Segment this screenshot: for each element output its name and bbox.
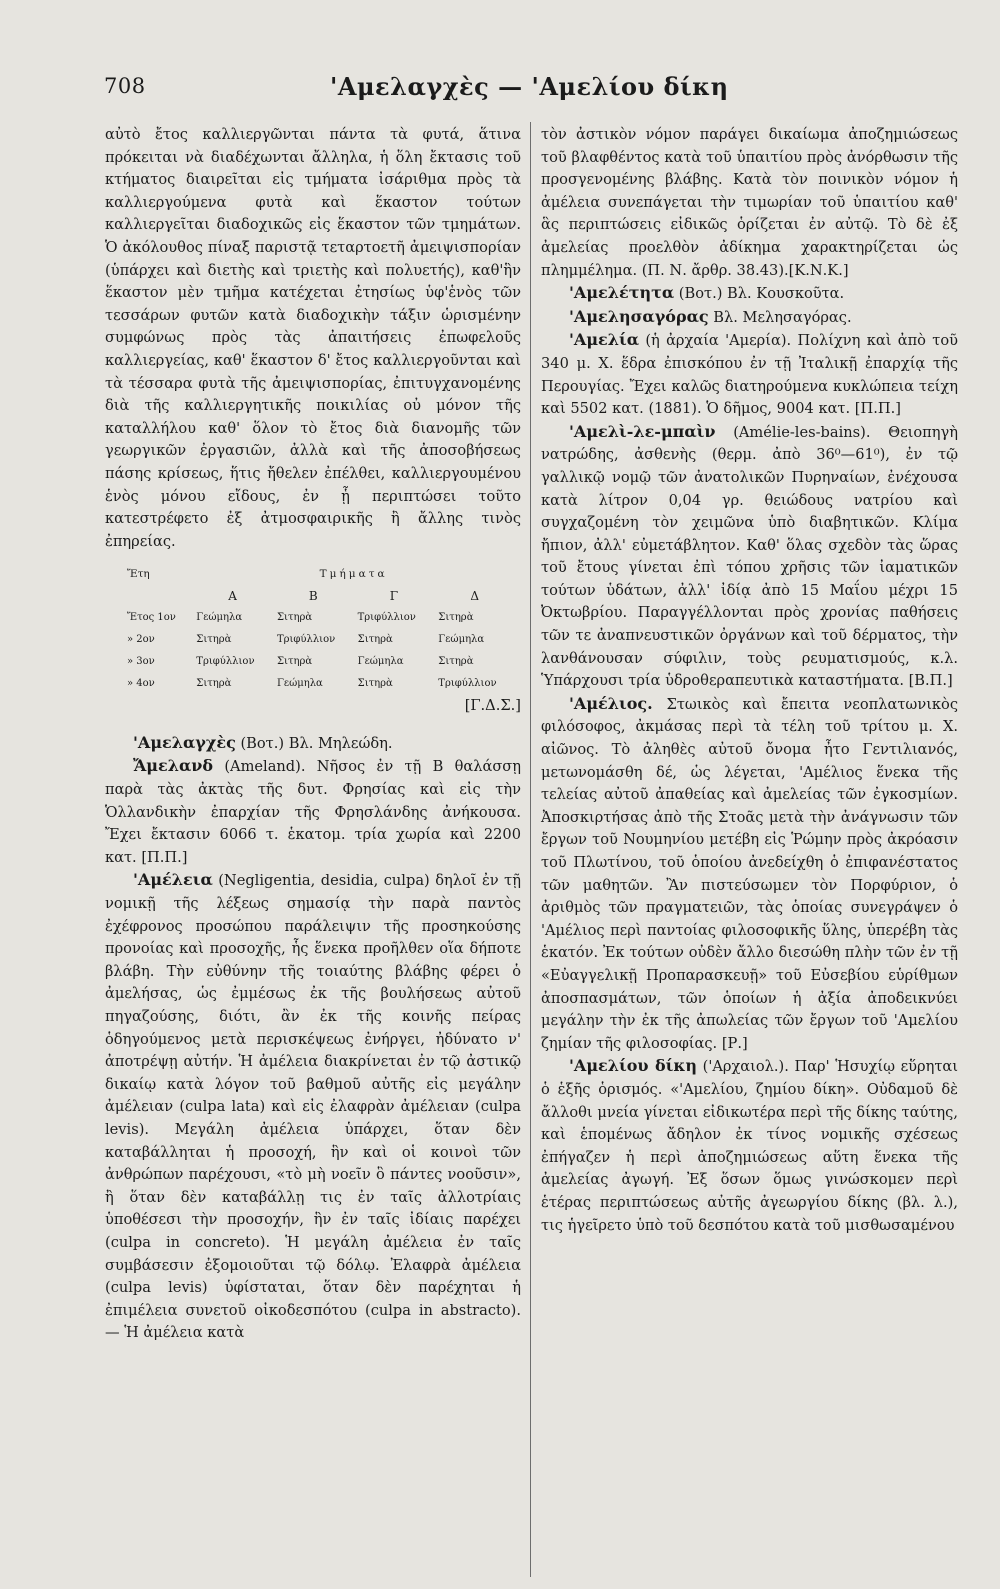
table-row	[123, 607, 515, 629]
table-year: » 4ον	[127, 678, 155, 690]
table-letter: Γ	[389, 589, 399, 604]
entry-text: (Amélie-les-bains). Θειοπηγὴ νατρώδης, ἀσθενὴς (θερμ. ἀπὸ 36⁰—61⁰), ἐν τῷ γαλλικῷ νομῷ τῶν ἀνατολικῶν Πυρηναίων, ἐνέχουσα κατὰ λίτρον 0,04 γρ. θειώδους νατρίου καὶ συγχαζομένη τὸν χειμῶνα ὑπὸ διαβητικῶν. Κλίμα ἤπιον, ἀλλ' εὐμετάβλητον. Καθ' ὅλας σχεδὸν τὰς ὥρας τοῦ ἔτους γίνεται ἐπὶ τόπου χρῆσις τῶν ἰαματικῶν τούτων ὑδάτων, ἀλλ' ἰδίᾳ ἀπὸ 15 Μαΐου μέχρι 15 Ὀκτωβρίου. Παραγγέλλονται πρὸς χρονίας παθήσεις τῶν τε ἀναπνευστικῶν ὀργάνων καὶ τοῦ δέρματος, τὴν λανθάνουσαν σύφιλιν, τοὺς ρευματισμούς, κ.λ. Ὑπάρχουσι τρία ὑδροθεραπευτικὰ καταστήματα. [Β.Π.]	[541, 423, 958, 690]
continuation-paragraph: τὸν ἀστικὸν νόμον παράγει δικαίωμα ἀποζημιώσεως τοῦ βλαφθέντος κατὰ τοῦ ὑπαιτίου πρὸς ἀνόρθωσιν τῆς προσγενομένης βλάβης. Κατὰ τὸν ποινικὸν νόμον ἡ ἀμέλεια συνεπάγεται τὴν τιμωρίαν τοῦ ὑπαιτίου καθ' ἃς περιπτώσεις εἰδικῶς ὁρίζεται ἐν αὐτῷ. Τὸ δὲ ἐξ ἀμελείας προελθὸν ἀδίκημα χαρακτηρίζεται ὡς πλημμέλημα. (Π. Ν. ἄρθρ. 38.43).[Κ.Ν.Κ.]	[541, 126, 958, 279]
entry-text: (ἡ ἀρχαία 'Αμερία). Πολίχνη καὶ ἀπὸ τοῦ 340 μ. Χ. ἕδρα ἐπισκόπου ἐν τῇ Ἰταλικῇ ἐπαρχίᾳ τῆς Περουγίας. Ἔχει καλῶς διατηρούμενα κυκλώπεια τείχη καὶ 5502 κατ. (1881). Ὁ δῆμος, 9004 κατ. [Π.Π.]	[541, 332, 958, 418]
table-cell: Σιτηρὰ	[196, 634, 232, 646]
entry-text: Βλ. Μελησαγόρας.	[708, 308, 852, 326]
table-cell: Σιτηρὰ	[196, 678, 232, 690]
entry-amelanchier	[105, 732, 521, 756]
entry-headword: 'Αμέλεια	[133, 870, 213, 890]
table-letter: Δ	[470, 589, 479, 604]
running-title: 'Αμελαγχὲς — 'Αμελίου δίκη	[330, 72, 729, 101]
rotation-paragraph: αὐτὸ ἔτος καλλιεργῶνται πάντα τὰ φυτά, ἅτινα πρόκειται νὰ διαδέχωνται ἄλληλα, ἡ ὅλη ἔκτασις τοῦ κτήματος διαιρεῖται εἰς τμήματα ἰσάριθμα πρὸς τὰ καλλιεργούμενα φυτὰ καὶ ἕκαστον τούτων καλλιεργεῖται διαδοχικῶς εἰς ἕκαστον τῶν τμημάτων. Ὁ ἀκόλουθος πίναξ παριστᾷ τεταρτοετῆ ἀμειψισπορίαν (ὑπάρχει καὶ διετὴς καὶ τριετὴς καὶ πολυετής), καθ'ἣν ἕκαστον μὲν τμῆμα κατέχεται ἐτησίως ὑφ'ἑνὸς τῶν τεσσάρων φυτῶν κατὰ διαδοχικὴν τάξιν ὡρισμένην συμφώνως πρὸς τὰς ἀπαιτήσεις ἐπωφελοῦς καλλιεργείας, καθ' ἕκαστον δ' ἔτος καλλιεργοῦνται καὶ τὰ τέσσαρα φυτὰ τῆς ἀμειψισπορίας, ἐπιτυγχανομένης διὰ τῆς καλλιεργητικῆς ποικιλίας οὐ μόνον τῆς καταλλήλου καθ' ὅλον τὸ ἔτος διὰ διανομῆς τῶν γεωργικῶν ἐργασιῶν, ἀλλὰ καὶ τῆς ἀποσοβήσεως πάσης κρίσεως, ἥτις ἤθελεν ἐπέλθει, καλλιεργουμένου ἑνὸς μόνου εἴδους, ἐν ᾗ περιπτώσει τοῦτο κατεστρέφετο ἐξ ἀτμοσφαιρικῆς ἢ ἄλλης τινὸς ἐπηρείας.	[105, 126, 521, 550]
table-cell: Τριφύλλιον	[276, 634, 336, 646]
table-cell: Γεώμηλα	[196, 612, 243, 624]
entry-amelesagoras	[541, 306, 958, 330]
entry-ameland	[105, 755, 521, 869]
entry-ameleia	[105, 869, 521, 1344]
entry-amelia	[541, 329, 958, 420]
entry-headword: 'Αμελέτητα	[569, 283, 675, 303]
table-group-head: Τμήματα	[319, 568, 388, 581]
table-cell: Τριφύλλιον	[357, 612, 416, 624]
table-cell: Σιτηρὰ	[357, 678, 393, 690]
right-column	[541, 124, 958, 1237]
crop-rotation-table	[123, 563, 515, 695]
entry-ameletita	[541, 282, 958, 306]
table-row	[123, 673, 515, 695]
entry-text: (Βοτ.) Βλ. Μηλεώδη.	[235, 734, 393, 752]
table-cell: Σιτηρὰ	[438, 656, 474, 668]
table-cell: Σιτηρὰ	[276, 612, 313, 624]
entry-headword: Ἄμελανδ	[133, 756, 214, 776]
table-cell: Σιτηρὰ	[357, 634, 393, 646]
table-letter: Β	[308, 589, 318, 604]
entry-headword: 'Αμελαγχὲς	[133, 732, 236, 752]
entry-headword: 'Αμελησαγόρας	[569, 306, 709, 326]
table-cell: Γεώμηλα	[357, 656, 404, 668]
table-year: » 2ον	[127, 634, 155, 646]
entry-headword: 'Αμέλιος.	[569, 693, 653, 713]
table-letter: Α	[228, 589, 237, 604]
column-divider	[530, 122, 531, 1577]
entry-text: (Negligentia, desidia, culpa) δηλοῖ ἐν τῇ νομικῇ τῆς λέξεως σημασίᾳ τὴν παρὰ παντὸς ἐχέφρονος προσώπου παράλειψιν τῆς προσηκούσης προνοίας καὶ προσοχῆς, ἧς ἕνεκα προῆλθεν οἵα δήποτε βλάβη. Τὴν εὐθύνην τῆς τοιαύτης βλάβης φέρει ὁ ἀμελήσας, ὡς ἐμμέσως ἐκ τῆς βουλήσεως αὐτοῦ πηγαζούσης, διότι, ἂν ἐκ τῆς κοινῆς πείρας ὁδηγούμενος μετὰ περισκέψεως ἐνήργει, ἠδύνατο ν' ἀποτρέψῃ αὐτήν. Ἡ ἀμέλεια διακρίνεται ἐν τῷ ἀστικῷ δικαίῳ κατὰ λόγον τοῦ βαθμοῦ αὐτῆς εἰς μεγάλην ἀμέλειαν (culpa lata) καὶ εἰς ἐλαφρὰν ἀμέλειαν (culpa levis). Μεγάλη ἀμέλεια ὑπάρχει, ὅταν δὲν καταβάλληται ἡ προσοχή, ἣν καὶ οἱ κοινοὶ τῶν ἀνθρώπων παρέχουσι, «τὸ μὴ νοεῖν ὃ πάντες νοοῦσιν», ἢ ὅταν δὲν καταβάλλῃ τις ἐν ταῖς ἀλλοτρίαις ὑποθέσεσι τὴν προσοχήν, ἣν ἐν ταῖς ἰδίαις παρέχει (culpa in concreto). Ἡ μεγάλη ἀμέλεια ἐν ταῖς συμβάσεσιν ἐξομοιοῦται τῷ δόλῳ. Ἐλαφρὰ ἀμέλεια (culpa levis) ὑφίσταται, ὅταν δὲν παρέχηται ἡ ἐπιμέλεια συνετοῦ οἰκοδεσπότου (culpa in abstracto). — Ἡ ἀμέλεια κατὰ	[105, 872, 521, 1342]
table-cell: Γεώμηλα	[438, 634, 485, 646]
entry-text: Στωικὸς καὶ ἔπειτα νεοπλατωνικὸς φιλόσοφος, ἀκμάσας περὶ τὰ τέλη τοῦ τρίτου μ. Χ. αἰῶνος. Τὸ ἀληθὲς αὐτοῦ ὄνομα ἦτο Γεντιλιανός, μετωνομάσθη δέ, ὡς λέγεται, 'Αμέλιος ἕνεκα τῆς τελείας αὐτοῦ ἀπαθείας καὶ ἀμελείας τῶν ἐγκοσμίων. Ἀποσκιρτήσας ἀπὸ τῆς Στοᾶς μετὰ τὴν ἀνάγνωσιν τῶν ἔργων τοῦ Νουμηνίου μετέβη εἰς Ῥώμην πρὸς ἀκρόασιν τοῦ Πλωτίνου, τοῦ ὁποίου ἀνεδείχθη ὁ ἐπιφανέστατος τῶν μαθητῶν. Ἂν πιστεύσωμεν τὸν Πορφύριον, ὁ ἀριθμὸς τῶν πραγματειῶν, τὰς ὁποίας συνεγράψεν ὁ 'Αμέλιος περὶ παντοίας φιλοσοφικῆς ὕλης, ὑπερέβη τὰς ἑκατόν. Ἐκ τούτων οὐδὲν ἄλλο διεσώθη πλὴν τῶν ἐν τῇ «Εὐαγγελικῇ Προπαρασκευῇ» τοῦ Εὐσεβίου εὑρίθμων ἀποσπασμάτων, τῶν ὁποίων ἡ ἀξία ἀποδεικνύει μεγάλην τὴν ἐκ τῆς ἀπωλείας τῶν ἔργων τοῦ 'Αμελίου ζημίαν τῆς φιλοσοφίας. [Ρ.]	[541, 695, 958, 1052]
table-col-head: Ἔτη	[127, 568, 150, 581]
entry-text: ('Αρχαιολ.). Παρ' Ἡσυχίῳ εὕρηται ὁ ἑξῆς ὁρισμός. «'Αμελίου, ζημίου δίκη». Οὐδαμοῦ δὲ ἄλλοθι μνεία γίνεται εἰδικωτέρα περὶ τῆς δίκης ταύτης, καὶ ἑπομένως ἄδηλον ἐκ τίνος νομικῆς σχέσεως ἐπήγαζεν ἡ περὶ ἀποζημιώσεως αὕτη ἕνεκα τῆς ἀμελείας ἀγωγή. Ἐξ ὅσων ὅμως γινώσκομεν περὶ ἑτέρας περιπτώσεως αὐτῆς ἀγεωργίου δίκης (βλ. λ.), τις ἡγεῖρετο ὑπὸ τοῦ δεσπότου κατὰ τοῦ μισθωσαμένου	[541, 1058, 958, 1234]
table-row	[123, 651, 515, 673]
entry-amelie-les-bains	[541, 421, 958, 693]
entry-amelios	[541, 693, 958, 1056]
entry-headword: 'Αμελὶ-λε-μπαὶν	[569, 421, 716, 441]
entry-headword: 'Αμελία	[569, 330, 640, 350]
page-number: 708	[104, 74, 146, 98]
table-signature: [Γ.Δ.Σ.]	[464, 697, 521, 715]
entry-ameliou-dike	[541, 1055, 958, 1237]
table-cell: Σιτηρὰ	[438, 612, 474, 624]
table-cell: Σιτηρὰ	[276, 656, 313, 668]
table-cell: Τριφύλλιον	[438, 678, 497, 690]
table-year: » 3ον	[127, 656, 155, 668]
table-year: Ἔτος 1ον	[127, 612, 176, 624]
left-column	[105, 124, 521, 1345]
table-row	[123, 629, 515, 651]
running-head	[0, 72, 1000, 112]
entry-text: (Ameland). Νῆσος ἐν τῇ Β θαλάσσῃ παρὰ τὰς ἀκτὰς τῆς δυτ. Φρησίας καὶ εἰς τὴν Ὁλλανδικὴν ἐπαρχίαν τῆς Φρησλάνδης ἀνήκουσα. Ἔχει ἔκτασιν 6066 τ. ἑκατομ. τρία χωρία καὶ 2200 κατ. [Π.Π.]	[105, 758, 521, 866]
table-cell: Γεώμηλα	[276, 678, 323, 690]
table-cell: Τριφύλλιον	[196, 656, 255, 668]
entry-text: (Βοτ.) Βλ. Κουσκοῦτα.	[674, 285, 845, 303]
entry-headword: 'Αμελίου δίκη	[569, 1056, 698, 1076]
